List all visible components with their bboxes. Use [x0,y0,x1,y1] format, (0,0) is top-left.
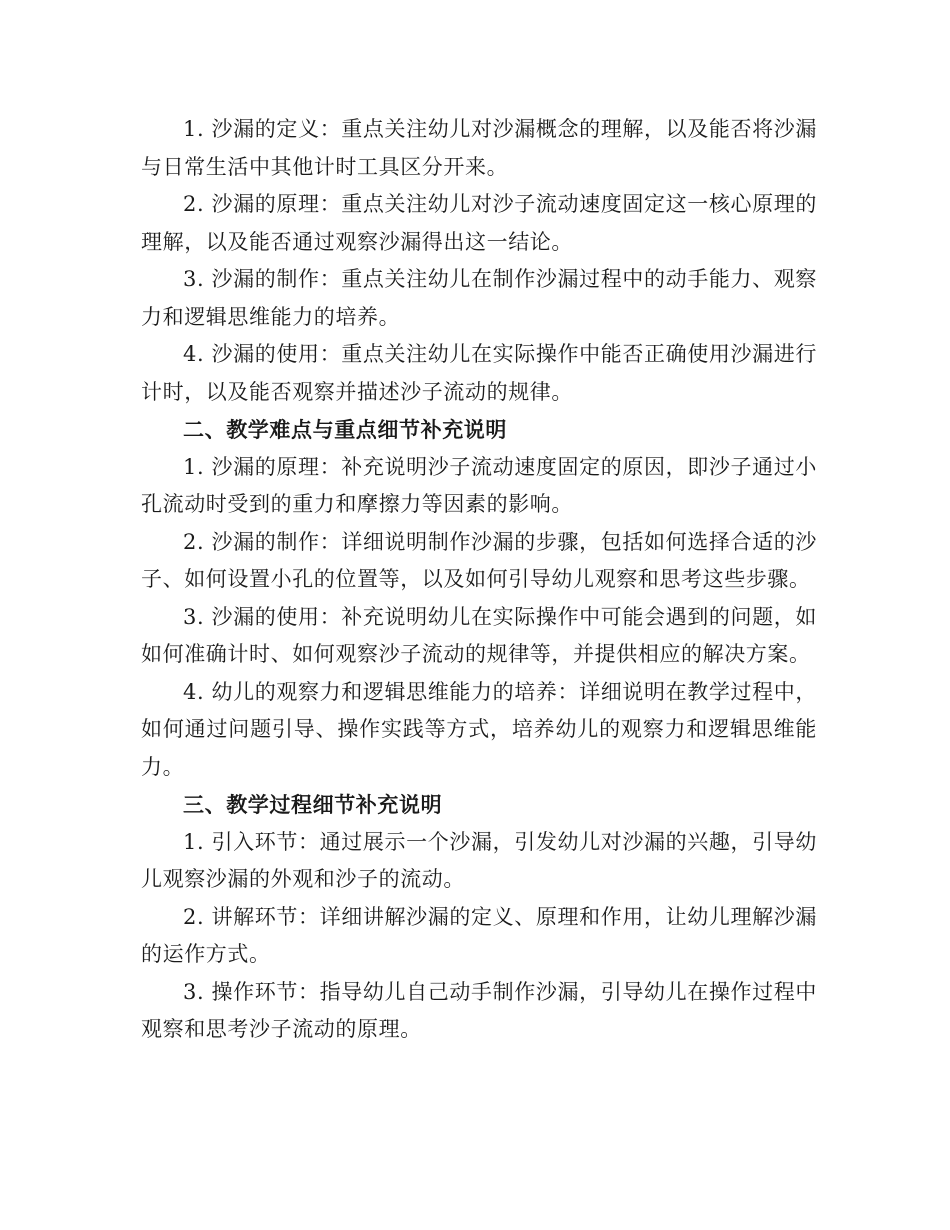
section2-item-3: 3. 沙漏的使用：补充说明幼儿在实际操作中可能会遇到的问题，如如何准确计时、如何观察沙子流动的规律等，并提供相应的解决方案。 [141,604,817,666]
section2-item-2: 2. 沙漏的制作：详细说明制作沙漏的步骤，包括如何选择合适的沙子、如何设置小孔的位置等，以及如何引导幼儿观察和思考这些步骤。 [141,529,817,591]
section1-item-2: 2. 沙漏的原理：重点关注幼儿对沙子流动速度固定这一核心原理的理解，以及能否通过观察沙漏得出这一结论。 [141,192,817,254]
section1-item-3: 3. 沙漏的制作：重点关注幼儿在制作沙漏过程中的动手能力、观察力和逻辑思维能力的培养。 [141,267,817,329]
section2-heading: 二、教学难点与重点细节补充说明 [183,417,507,442]
section2-item-1: 1. 沙漏的原理：补充说明沙子流动速度固定的原因，即沙子通过小孔流动时受到的重力和摩擦力等因素的影响。 [141,454,817,516]
section3-heading: 三、教学过程细节补充说明 [183,792,443,817]
section3-item-1: 1. 引入环节：通过展示一个沙漏，引发幼儿对沙漏的兴趣，引导幼儿观察沙漏的外观和沙子的流动。 [141,829,817,891]
section2-item-4: 4. 幼儿的观察力和逻辑思维能力的培养：详细说明在教学过程中，如何通过问题引导、操作实践等方式，培养幼儿的观察力和逻辑思维能力。 [141,679,817,779]
section1-item-1: 1. 沙漏的定义：重点关注幼儿对沙漏概念的理解，以及能否将沙漏与日常生活中其他计时工具区分开来。 [141,117,817,179]
document-page [141,111,817,1049]
section3-item-3: 3. 操作环节：指导幼儿自己动手制作沙漏，引导幼儿在操作过程中观察和思考沙子流动的原理。 [141,979,817,1041]
section3-item-2: 2. 讲解环节：详细讲解沙漏的定义、原理和作用，让幼儿理解沙漏的运作方式。 [141,904,817,966]
section1-item-4: 4. 沙漏的使用：重点关注幼儿在实际操作中能否正确使用沙漏进行计时，以及能否观察并描述沙子流动的规律。 [141,342,817,404]
